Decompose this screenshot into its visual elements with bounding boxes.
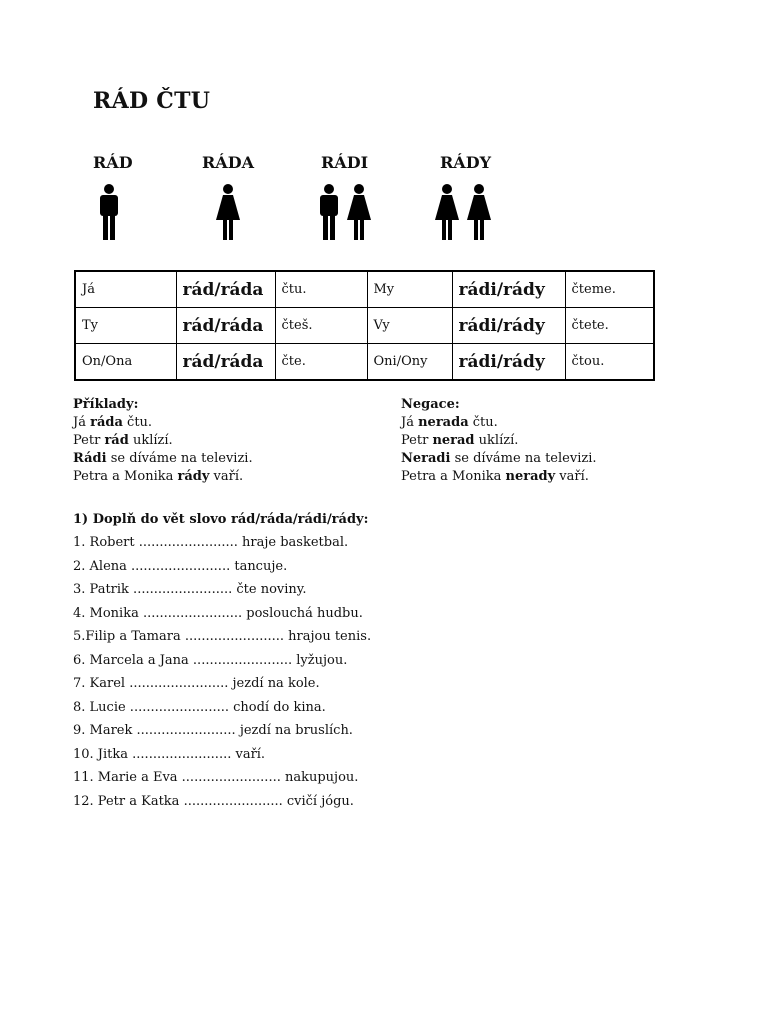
pronoun-plural: Oni/Ony [367, 344, 452, 381]
examples-section [73, 396, 253, 486]
negation-line: Petr nerad uklízí. [401, 433, 519, 448]
example-line: Petr rád uklízí. [73, 433, 173, 448]
exercise-item: 2. Alena ........................ tancuje. [73, 558, 288, 574]
exercise-heading: 1) Doplň do vět slovo rád/ráda/rádi/rády: [73, 512, 369, 527]
exercise-item: 4. Monika ........................ poslouchá hudbu. [73, 605, 363, 621]
table-row [75, 344, 654, 381]
exercise-item: 9. Marek ........................ jezdí na bruslích. [73, 723, 353, 738]
female-figure-icon [346, 184, 372, 240]
example-line: Já ráda čtu. [73, 415, 153, 430]
pronoun-singular: On/Ona [75, 344, 176, 381]
examples-heading: Příklady: [73, 397, 139, 412]
form-singular: rád/ráda [176, 271, 275, 308]
exercise-item: 12. Petr a Katka ........................ cvičí jógu. [73, 793, 354, 809]
pronoun-plural: Vy [367, 308, 452, 344]
exercise-item: 3. Patrik ........................ čte noviny. [73, 582, 307, 597]
table-row [75, 271, 654, 308]
page-title: RÁD ČTU [93, 88, 211, 114]
verb-singular: čteš. [275, 308, 367, 344]
verb-plural: čteme. [565, 271, 654, 308]
form-label-rad: RÁD [93, 153, 133, 172]
form-singular: rád/ráda [176, 308, 275, 344]
pronoun-singular: Já [75, 271, 176, 308]
negation-line: Já nerada čtu. [401, 415, 498, 430]
negation-line: Neradi se díváme na televizi. [401, 451, 597, 466]
conjugation-table [74, 270, 655, 381]
verb-singular: čte. [275, 344, 367, 381]
exercise-item: 11. Marie a Eva ........................ nakupujou. [73, 770, 359, 785]
exercise-item: 5.Filip a Tamara ........................ hrajou tenis. [73, 629, 372, 644]
male-figure-icon [98, 184, 120, 240]
example-line: Rádi se díváme na televizi. [73, 451, 253, 466]
table-row [75, 308, 654, 344]
figure-group-rad [98, 184, 120, 240]
exercise-item: 10. Jitka ........................ vaří. [73, 746, 266, 762]
female-figure-icon [466, 184, 492, 240]
exercise-item: 6. Marcela a Jana ........................ lyžujou. [73, 652, 348, 668]
example-line: Petra a Monika rády vaří. [73, 469, 244, 484]
verb-plural: čtete. [565, 308, 654, 344]
pronoun-singular: Ty [75, 308, 176, 344]
figure-group-rada [215, 184, 241, 240]
figure-group-radi [318, 184, 372, 240]
form-plural: rádi/rády [452, 308, 565, 344]
verb-plural: čtou. [565, 344, 654, 381]
figure-group-rady [434, 184, 492, 240]
form-label-rady: RÁDY [440, 153, 492, 172]
negation-section [401, 396, 597, 486]
form-label-rada: RÁDA [202, 153, 254, 172]
form-plural: rádi/rády [452, 271, 565, 308]
female-figure-icon [434, 184, 460, 240]
form-singular: rád/ráda [176, 344, 275, 381]
verb-singular: čtu. [275, 271, 367, 308]
exercise-item: 8. Lucie ........................ chodí do kina. [73, 699, 326, 715]
exercise-item: 7. Karel ........................ jezdí na kole. [73, 676, 320, 691]
male-figure-icon [318, 184, 340, 240]
form-plural: rádi/rády [452, 344, 565, 381]
exercise-item: 1. Robert ........................ hraje basketbal. [73, 535, 349, 550]
pronoun-plural: My [367, 271, 452, 308]
negation-line: Petra a Monika nerady vaří. [401, 469, 589, 484]
exercise-section [73, 509, 371, 813]
negation-heading: Negace: [401, 397, 460, 412]
form-label-radi: RÁDI [321, 153, 369, 172]
female-figure-icon [215, 184, 241, 240]
